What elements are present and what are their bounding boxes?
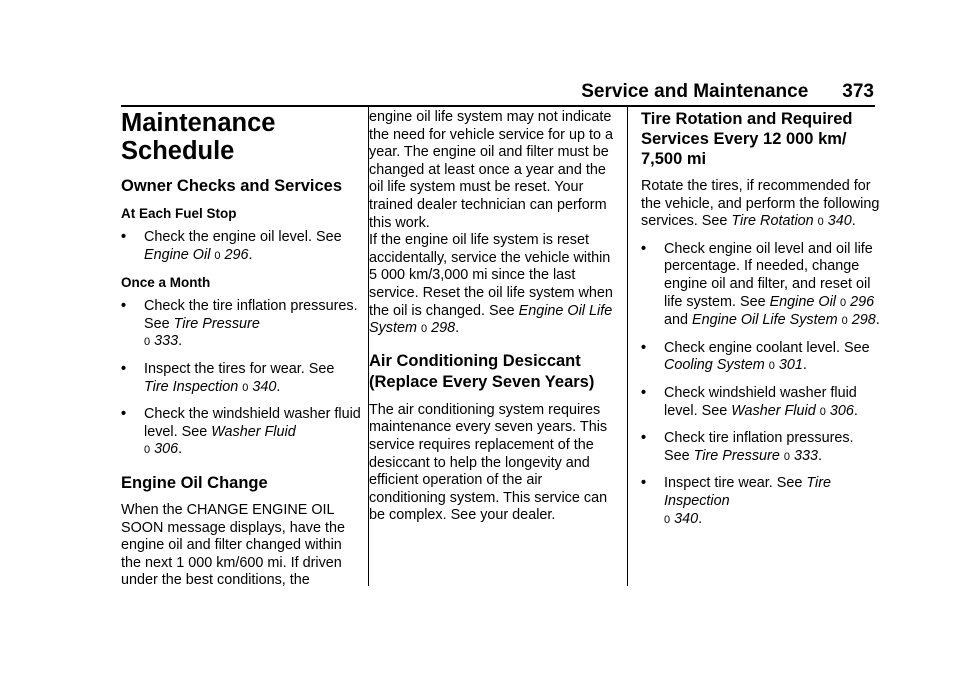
cross-reference-link[interactable]: Engine Oil [144,246,211,263]
ac-desiccant-heading: Air Conditioning Desiccant (Replace Every Seven Years) [369,351,595,391]
list-item: • Check the tire inflation pressures. See Tire Pressure 0 333. [121,298,361,352]
column-3 [641,109,881,538]
page-ref-icon: 0 [839,296,847,309]
list-item: • Check windshield washer fluid level. See Washer Fluid 0 306. [641,385,881,421]
page-ref-icon: 0 [768,360,775,373]
section-title: Service and Maintenance [581,81,809,102]
bullet-icon: • [121,229,127,245]
list-item: • Check the engine oil level. See Engine Oil 0 296. [121,229,361,265]
bullet-icon: • [121,298,127,315]
page-ref-icon: 0 [664,513,671,526]
cross-reference-link[interactable]: Washer Fluid [731,402,816,419]
paragraph: engine oil life system may not indicate the need for vehicle service for up to a year. The engine oil and filter must be changed at least once a year and the oil life system must be reset. Your trained dealer technician can perform this work. [369,109,613,231]
cross-reference-link[interactable]: Cooling System [664,357,765,374]
fuel-stop-heading: At Each Fuel Stop [121,206,237,221]
tire-rotation-heading: Tire Rotation and Required Services Every 12 000 km/ 7,500 mi [641,110,853,168]
engine-oil-change-heading: Engine Oil Change [121,473,268,492]
page-title: Maintenance Schedule [121,109,276,165]
cross-reference-link[interactable]: Tire Inspection [664,475,832,509]
owner-checks-heading: Owner Checks and Services [121,177,343,195]
cross-reference-link[interactable]: Engine Oil Life System [692,312,838,329]
page-ref[interactable]: 296 [850,293,875,310]
page-ref-icon: 0 [144,444,151,457]
list-item: • Check the windshield washer fluid level. See Washer Fluid 0 306. [121,406,361,460]
paragraph: The air conditioning system requires maintenance every seven years. This service requires replacement of the desiccant to help the longevity and efficient operation of the air conditioning system. This service can be complex. See your dealer. [369,401,608,524]
page-ref[interactable]: 306 [154,441,179,458]
paragraph: If the engine oil life system is reset accidentally, service the vehicle within 5 000 km/3,000 mi since the last service. Reset the oil life system when the oil is changed. See Engine Oil Life System 0 298. [369,232,613,337]
bullet-icon: • [641,384,647,401]
paragraph: When the CHANGE ENGINE OIL SOON message displays, have the engine oil and filter changed within the next 1 000 km/600 mi. If driven under the best conditions, the [121,501,345,589]
page-ref[interactable]: 301 [778,357,803,374]
cross-reference-link[interactable]: Tire Pressure [693,447,780,464]
page-ref-icon: 0 [841,315,848,328]
page-ref-icon: 0 [817,216,824,229]
running-header [581,81,874,103]
page-ref[interactable]: 298 [851,312,876,329]
page-ref-icon: 0 [819,405,826,418]
cross-reference-link[interactable]: Tire Rotation [731,213,814,230]
column-1 [121,109,361,599]
list-item: • Inspect the tires for wear. See Tire Inspection 0 340. [121,361,361,397]
list-item: • Check engine oil level and oil life percentage. If needed, change engine oil and filter, and reset oil life system. See Engine Oil 0 296 and Engine Oil Life System 0 298. [641,241,881,331]
page-ref-icon: 0 [214,249,221,262]
bullet-icon: • [641,430,647,447]
page-ref-icon: 0 [242,381,249,394]
once-a-month-heading: Once a Month [121,275,211,291]
cross-reference-link[interactable]: Tire Inspection [144,378,239,395]
list-item: • Check tire inflation pressures. See Tire Pressure 0 333. [641,430,881,466]
page-ref[interactable]: 306 [829,402,854,419]
column-2 [369,109,619,534]
cross-reference-link[interactable]: Engine Oil Life System [369,302,613,337]
list-item: • Check engine coolant level. See Cooling System 0 301. [641,340,881,376]
bullet-icon: • [641,240,647,257]
page-ref[interactable]: 298 [431,320,456,337]
page-ref-icon: 0 [783,450,790,463]
bullet-icon: • [641,339,647,356]
page-ref[interactable]: 333 [793,447,818,464]
paragraph: Rotate the tires, if recommended for the vehicle, and perform the following services. See Tire Rotation 0 340. [641,178,880,230]
bullet-icon: • [121,360,127,377]
cross-reference-link[interactable]: Engine Oil [769,293,836,310]
column-divider-2 [627,107,628,586]
page-ref[interactable]: 340 [252,378,277,395]
bullet-icon: • [121,406,127,423]
page-ref[interactable]: 333 [154,333,179,350]
page-number: 373 [842,81,874,102]
bullet-icon: • [641,475,647,492]
page-ref[interactable]: 340 [827,213,852,230]
header-rule [121,105,875,107]
cross-reference-link[interactable]: Washer Fluid [211,423,296,440]
cross-reference-link[interactable]: Tire Pressure [173,315,260,332]
page-ref-icon: 0 [144,336,151,349]
list-item: • Inspect tire wear. See Tire Inspection 0 340. [641,475,881,529]
page-ref[interactable]: 340 [674,510,699,527]
page-ref-icon: 0 [420,323,428,336]
page-ref[interactable]: 296 [224,246,249,263]
